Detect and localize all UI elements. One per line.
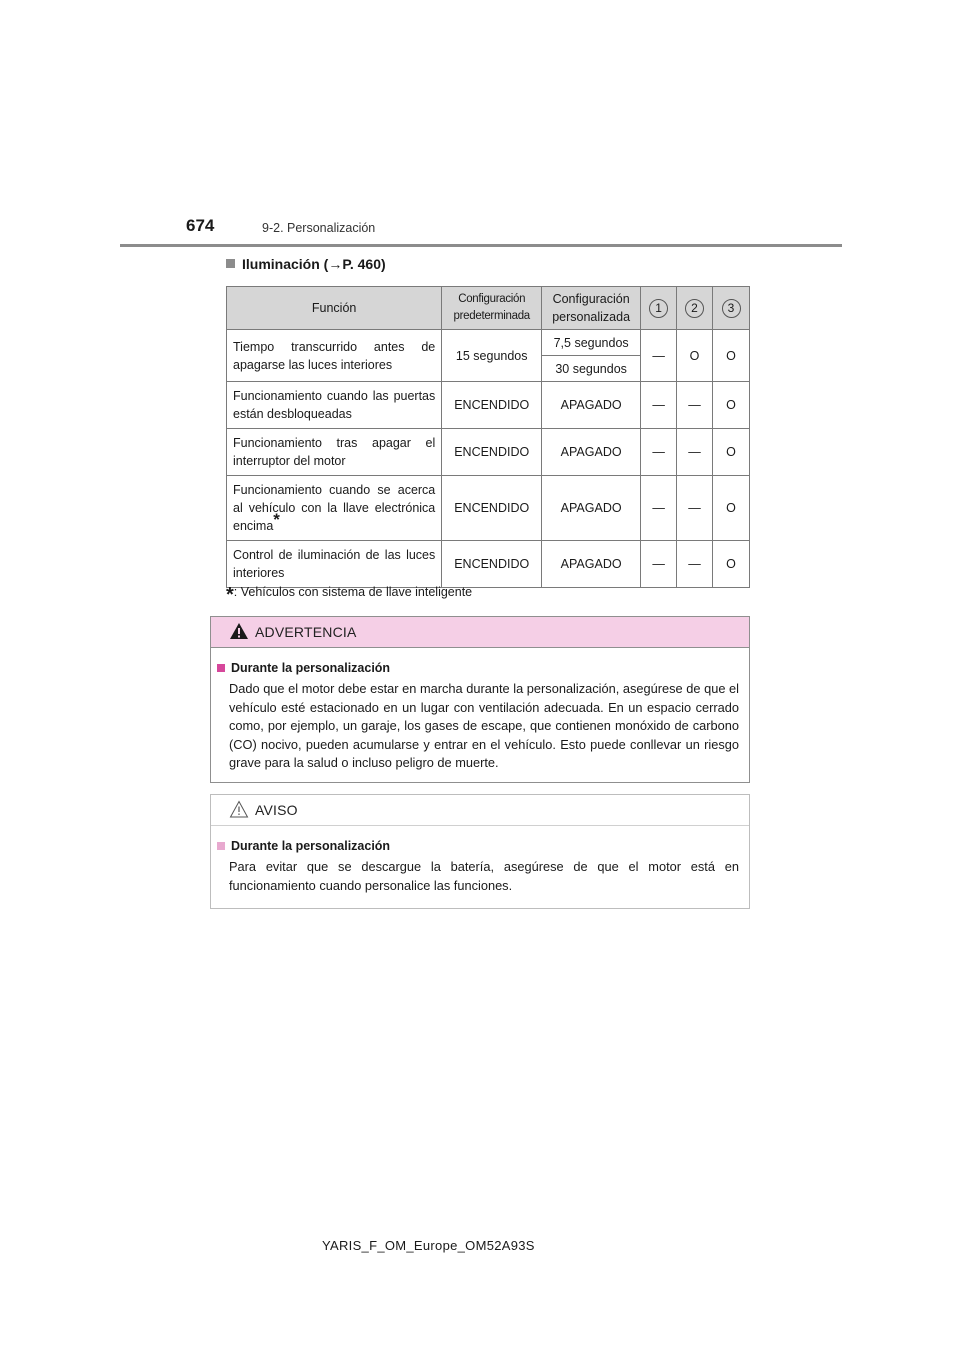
- heading-text: Iluminación (→P. 460): [242, 256, 386, 272]
- cell-custom: APAGADO: [542, 476, 641, 541]
- cell-default: ENCENDIDO: [442, 476, 542, 541]
- header-rule: [120, 244, 842, 247]
- cell-col-3: O: [713, 382, 750, 429]
- warning-triangle-outline-icon: [229, 800, 249, 818]
- footnote-asterisk: *: [226, 584, 234, 606]
- cell-custom: 7,5 segundos: [542, 330, 641, 356]
- cell-function: Funcionamiento cuando las puertas están desbloqueadas: [227, 382, 442, 429]
- page-number: 674: [186, 216, 215, 235]
- cell-custom: APAGADO: [542, 429, 641, 476]
- warning-label: ADVERTENCIA: [255, 624, 357, 640]
- cell-default: ENCENDIDO: [442, 429, 542, 476]
- section-title: 9-2. Personalización: [262, 221, 376, 235]
- cell-col-3: O: [713, 330, 750, 382]
- footnote-text: : Vehículos con sistema de llave inteligente: [233, 585, 473, 599]
- footnote-mark: *: [273, 509, 280, 529]
- cell-col-3: O: [713, 476, 750, 541]
- table-header-row: [227, 287, 750, 330]
- settings-table: [226, 286, 750, 588]
- cell-col-3: O: [713, 429, 750, 476]
- notice-header: [211, 795, 749, 826]
- header-col-1: [641, 287, 677, 330]
- cell-custom: APAGADO: [542, 382, 641, 429]
- table-row: [227, 382, 750, 429]
- header-custom: Configuración personalizada: [542, 287, 641, 330]
- cell-col-2: —: [677, 429, 713, 476]
- warning-square-icon: [217, 664, 225, 672]
- circled-number-2-icon: 2: [685, 299, 704, 318]
- cell-col-2: O: [677, 330, 713, 382]
- cell-col-2: —: [677, 541, 713, 588]
- heading-square-icon: [226, 259, 235, 268]
- warning-subtitle: [217, 661, 749, 675]
- warning-header: [211, 617, 749, 648]
- warning-subtitle-text: Durante la personalización: [231, 661, 391, 675]
- footnote: [226, 584, 472, 607]
- cell-col-1: —: [641, 541, 677, 588]
- notice-box: [210, 794, 750, 909]
- header-col-2: [677, 287, 713, 330]
- warning-body: Dado que el motor debe estar en marcha durante la personalización, asegúrese de que el vehículo esté estacionado en un lugar con ventilación adecuada. En un espacio cerrado como, por ejemplo, un garaje, los gases de escape, que contienen monóxido de carbono (CO) nocivo, pueden acumularse y entrar en el vehículo. Esto puede conllevar un riesgo grave para la salud o incluso peligro de muerte.: [229, 681, 739, 770]
- cell-col-2: —: [677, 382, 713, 429]
- notice-subtitle: [217, 839, 749, 853]
- header-function: Función: [227, 287, 442, 330]
- notice-body: Para evitar que se descargue la batería, asegúrese de que el motor está en funcionamiento cuando personalice las funciones.: [229, 859, 739, 893]
- cell-col-1: —: [641, 476, 677, 541]
- notice-label: AVISO: [255, 802, 298, 818]
- cell-default: 15 segundos: [442, 330, 542, 382]
- header-default: Configuración predeterminada: [442, 287, 542, 330]
- circled-number-3-icon: 3: [722, 299, 741, 318]
- document-footer: YARIS_F_OM_Europe_OM52A93S: [322, 1238, 535, 1253]
- cell-col-1: —: [641, 429, 677, 476]
- warning-triangle-icon: [229, 622, 249, 640]
- table-row: [227, 541, 750, 588]
- notice-subtitle-text: Durante la personalización: [231, 839, 391, 853]
- cell-col-1: —: [641, 382, 677, 429]
- table-row: [227, 476, 750, 541]
- cell-default: ENCENDIDO: [442, 541, 542, 588]
- header-col-3: [713, 287, 750, 330]
- subsection-heading: [226, 256, 386, 272]
- warning-box: [210, 616, 750, 783]
- circled-number-1-icon: 1: [649, 299, 668, 318]
- cell-col-3: O: [713, 541, 750, 588]
- table-row: [227, 429, 750, 476]
- cell-custom: APAGADO: [542, 541, 641, 588]
- cell-custom: 30 segundos: [542, 356, 641, 382]
- function-text: Funcionamiento cuando se acerca al vehículo con la llave electrónica encima: [233, 483, 436, 533]
- cell-function: [227, 476, 442, 541]
- table-row: [227, 330, 750, 356]
- notice-square-icon: [217, 842, 225, 850]
- cell-function: Tiempo transcurrido antes de apagarse las luces interiores: [227, 330, 442, 382]
- cell-default: ENCENDIDO: [442, 382, 542, 429]
- cell-col-2: —: [677, 476, 713, 541]
- cell-col-1: —: [641, 330, 677, 382]
- cell-function: Funcionamiento tras apagar el interruptor del motor: [227, 429, 442, 476]
- cell-function: Control de iluminación de las luces interiores: [227, 541, 442, 588]
